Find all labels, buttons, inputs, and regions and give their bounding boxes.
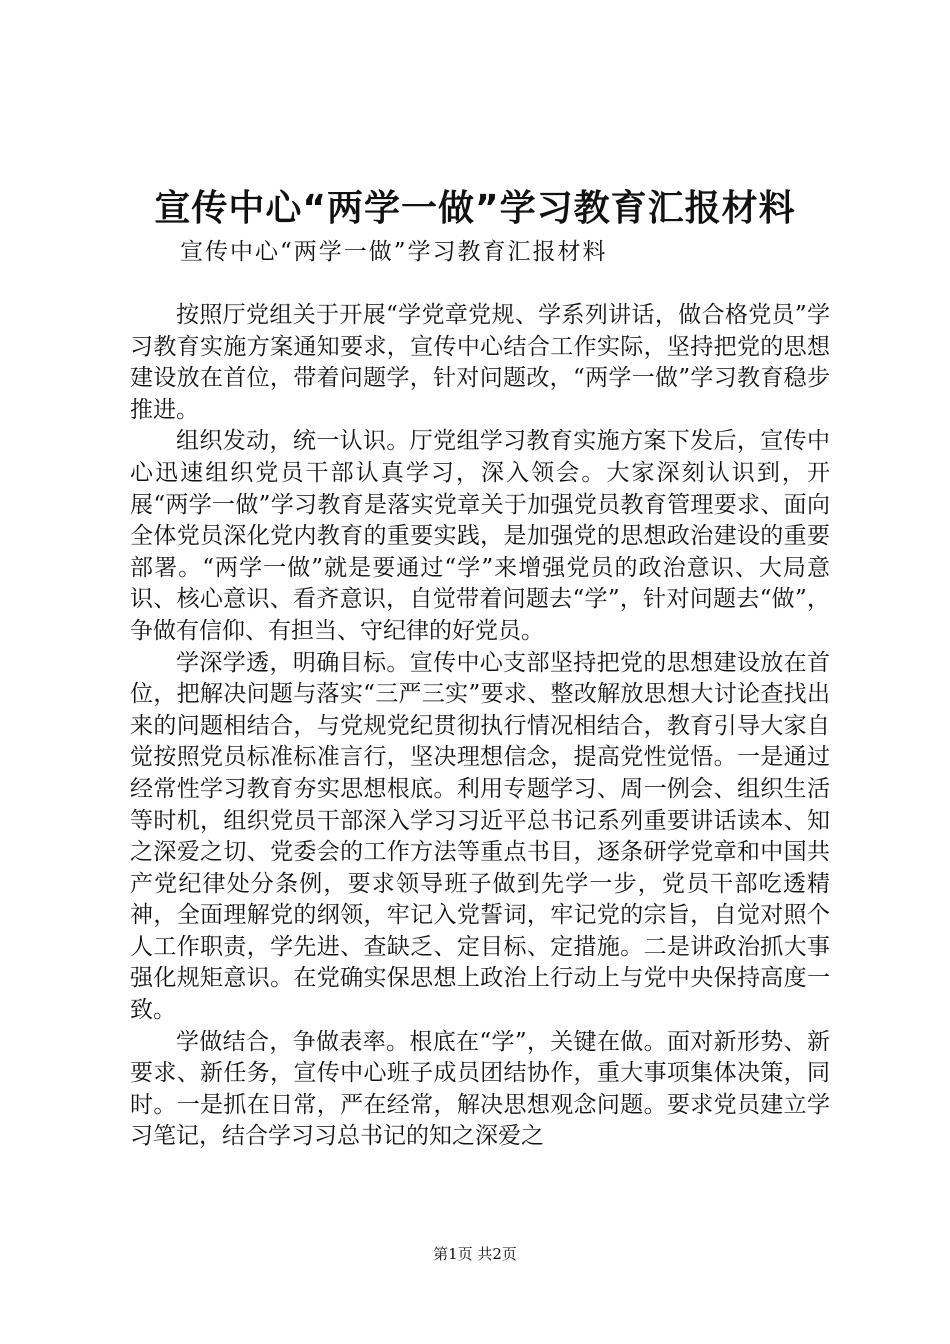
document-subtitle: 宣传中心“两学一做”学习教育汇报材料 — [180, 239, 608, 265]
paragraph: 学做结合，争做表率。根底在“学”，关键在做。面对新形势、新要求、新任务，宣传中心班子成员团结协作，重大事项集体决策，同时。一是抓在日常，严在经常，解决思想观念问题。要求党员建立学习笔记，结合学习习总书记的知之深爱之 — [130, 1028, 830, 1150]
document-title: 宣传中心“两学一做”学习教育汇报材料 — [154, 188, 796, 229]
paragraph: 学深学透，明确目标。宣传中心支部坚持把党的思想建设放在首位，把解决问题与落实“三严三实”要求、整改解放思想大讨论查找出来的问题相结合，与党规党纪贯彻执行情况相结合，教育引导大家自觉按照党员标准标准言行，坚决理想信念，提高党性觉悟。一是通过经常性学习教育夯实思想根底。利用专题学习、周一例会、组织生活等时机，组织党员干部深入学习习近平总书记系列重要讲话读本、知之深爱之切、党委会的工作方法等重点书目，逐条研学党章和中国共产党纪律处分条例，要求领导班子做到先学一步，党员干部吃透精神，全面理解党的纲领，牢记入党誓词，牢记党的宗旨，自觉对照个人工作职责，学先进、查缺乏、定目标、定措施。二是讲政治抓大事强化规矩意识。在党确实保思想上政治上行动上与党中央保持高度一致。 — [130, 649, 830, 1024]
paragraph: 组织发动，统一认识。厅党组学习教育实施方案下发后，宣传中心迅速组织党员干部认真学习，深入领会。大家深刻认识到，开展“两学一做”学习教育是落实党章关于加强党员教育管理要求、面向全体党员深化党内教育的重要实践，是加强党的思想政治建设的重要部署。“两学一做”就是要通过“学”来增强党员的政治意识、大局意识、核心意识、看齐意识，自觉带着问题去“学”，针对问题去“做”，争做有信仰、有担当、守纪律的好党员。 — [130, 428, 830, 644]
paragraph: 按照厅党组关于开展“学党章党规、学系列讲话，做合格党员”学习教育实施方案通知要求，宣传中心结合工作实际，坚持把党的思想建设放在首位，带着问题学，针对问题改，“两学一做”学习教育稳步推进。 — [130, 302, 830, 423]
document-body — [130, 300, 830, 1153]
page-footer: 第1页 共2页 — [433, 1245, 517, 1263]
